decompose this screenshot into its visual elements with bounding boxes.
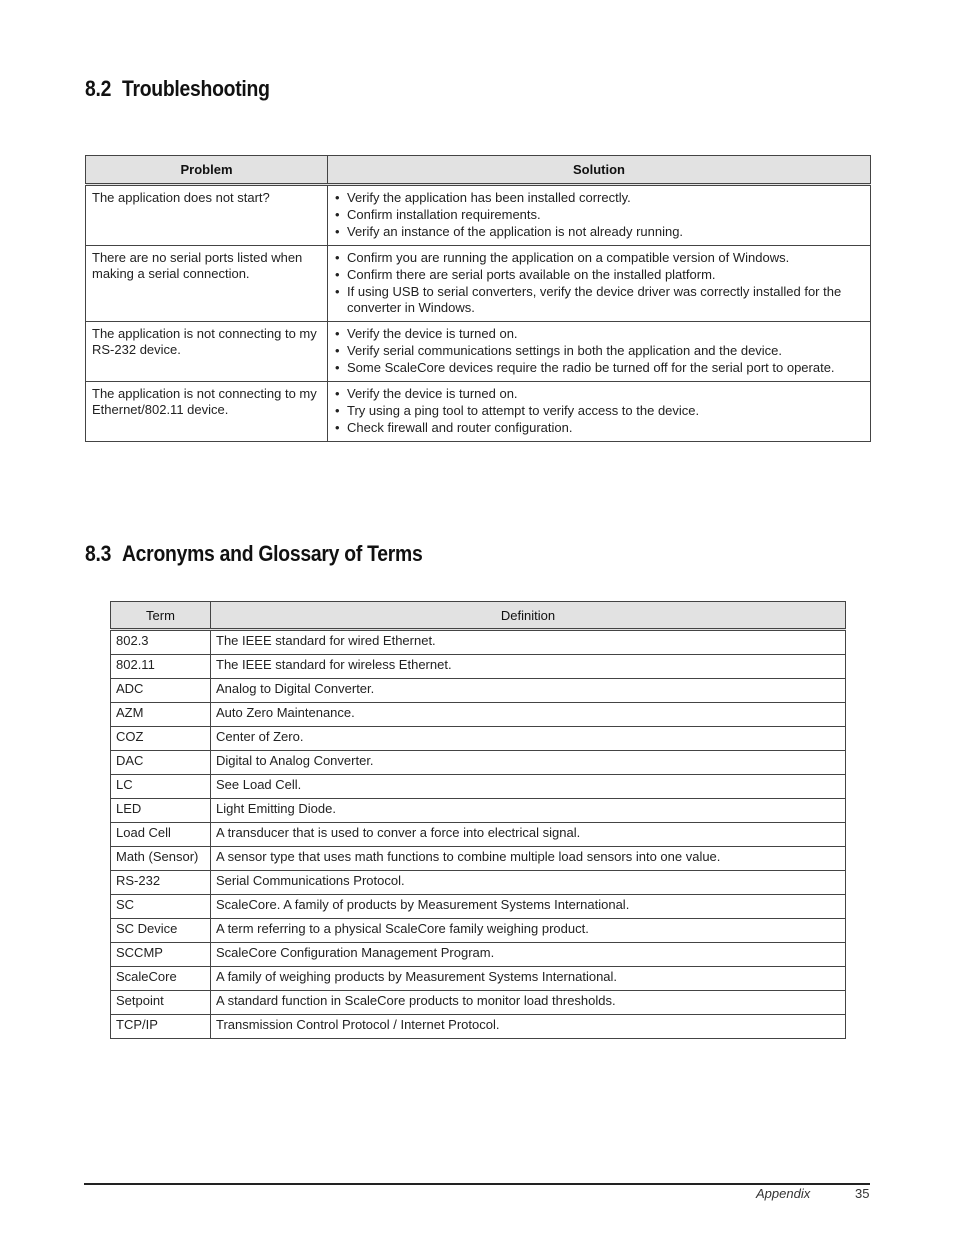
problem-cell: There are no serial ports listed when making a serial connection.: [86, 246, 328, 322]
table-row: [111, 847, 846, 871]
term-cell: LC: [111, 775, 211, 799]
solution-item: • Verify serial communications settings in both the application and the device.: [334, 343, 864, 359]
solution-cell: [328, 322, 871, 382]
table-row: [111, 1015, 846, 1039]
definition-cell: The IEEE standard for wired Ethernet.: [211, 630, 846, 655]
solution-item: • Confirm you are running the application on a compatible version of Windows.: [334, 250, 864, 266]
term-cell: Load Cell: [111, 823, 211, 847]
solution-item: • Verify the device is turned on.: [334, 326, 864, 342]
term-cell: RS-232: [111, 871, 211, 895]
table-row: [111, 751, 846, 775]
troubleshooting-table: [85, 155, 871, 442]
term-cell: Math (Sensor): [111, 847, 211, 871]
table-row: [86, 322, 871, 382]
solution-cell: [328, 382, 871, 442]
table-row: [111, 655, 846, 679]
definition-cell: A family of weighing products by Measurement Systems International.: [211, 967, 846, 991]
solution-list: [334, 386, 864, 436]
definition-cell: ScaleCore Configuration Management Program.: [211, 943, 846, 967]
term-cell: ScaleCore: [111, 967, 211, 991]
table-row: [111, 943, 846, 967]
table-header-row: [111, 602, 846, 630]
solution-item: • Check firewall and router configuration.: [334, 420, 864, 436]
solution-item: • Verify an instance of the application is not already running.: [334, 224, 864, 240]
footer-section-label: Appendix: [756, 1186, 811, 1201]
term-cell: 802.11: [111, 655, 211, 679]
problem-cell: The application is not connecting to my Ethernet/802.11 device.: [86, 382, 328, 442]
definition-cell: Digital to Analog Converter.: [211, 751, 846, 775]
solution-list: [334, 250, 864, 316]
term-cell: TCP/IP: [111, 1015, 211, 1039]
term-cell: Setpoint: [111, 991, 211, 1015]
section-title-text: Troubleshooting: [121, 76, 270, 101]
table-row: [111, 991, 846, 1015]
solution-item: • Some ScaleCore devices require the radio be turned off for the serial port to operate.: [334, 360, 864, 376]
definition-cell: A sensor type that uses math functions to combine multiple load sensors into one value.: [211, 847, 846, 871]
definition-cell: Auto Zero Maintenance.: [211, 703, 846, 727]
problem-cell: The application does not start?: [86, 185, 328, 246]
section-title-glossary: [85, 541, 422, 567]
section-number: 8.3: [85, 541, 112, 566]
column-header-solution: Solution: [328, 156, 871, 185]
solution-item: • Verify the application has been installed correctly.: [334, 190, 864, 206]
definition-cell: A term referring to a physical ScaleCore family weighing product.: [211, 919, 846, 943]
glossary-table: [110, 601, 846, 1039]
table-row: [111, 775, 846, 799]
term-cell: 802.3: [111, 630, 211, 655]
term-cell: AZM: [111, 703, 211, 727]
table-row: [111, 919, 846, 943]
term-cell: COZ: [111, 727, 211, 751]
definition-cell: Analog to Digital Converter.: [211, 679, 846, 703]
table-row: [111, 823, 846, 847]
solution-cell: [328, 185, 871, 246]
table-row: [111, 871, 846, 895]
definition-cell: Center of Zero.: [211, 727, 846, 751]
column-header-problem: Problem: [86, 156, 328, 185]
table-row: [86, 382, 871, 442]
solution-item: • Confirm there are serial ports available on the installed platform.: [334, 267, 864, 283]
term-cell: LED: [111, 799, 211, 823]
table-row: [111, 679, 846, 703]
section-title-text: Acronyms and Glossary of Terms: [121, 541, 423, 566]
term-cell: SC Device: [111, 919, 211, 943]
problem-cell: The application is not connecting to my RS-232 device.: [86, 322, 328, 382]
definition-cell: The IEEE standard for wireless Ethernet.: [211, 655, 846, 679]
section-title-troubleshooting: [85, 76, 270, 102]
definition-cell: ScaleCore. A family of products by Measurement Systems International.: [211, 895, 846, 919]
solution-cell: [328, 246, 871, 322]
table-row: [86, 246, 871, 322]
definition-cell: Light Emitting Diode.: [211, 799, 846, 823]
table-header-row: [86, 156, 871, 185]
solution-item: • Confirm installation requirements.: [334, 207, 864, 223]
definition-cell: A transducer that is used to conver a force into electrical signal.: [211, 823, 846, 847]
solution-item: • Verify the device is turned on.: [334, 386, 864, 402]
table-row: [86, 185, 871, 246]
footer-divider: [84, 1183, 870, 1185]
definition-cell: Transmission Control Protocol / Internet Protocol.: [211, 1015, 846, 1039]
table-row: [111, 895, 846, 919]
column-header-term: Term: [111, 602, 211, 630]
table-row: [111, 703, 846, 727]
table-row: [111, 967, 846, 991]
table-row: [111, 727, 846, 751]
solution-list: [334, 326, 864, 376]
term-cell: SCCMP: [111, 943, 211, 967]
definition-cell: Serial Communications Protocol.: [211, 871, 846, 895]
term-cell: SC: [111, 895, 211, 919]
solution-item: • If using USB to serial converters, verify the device driver was correctly installed for the converter in Windows.: [334, 284, 864, 316]
section-number: 8.2: [85, 76, 112, 101]
table-row: [111, 630, 846, 655]
solution-list: [334, 190, 864, 240]
column-header-definition: Definition: [211, 602, 846, 630]
solution-item: • Try using a ping tool to attempt to verify access to the device.: [334, 403, 864, 419]
definition-cell: A standard function in ScaleCore products to monitor load thresholds.: [211, 991, 846, 1015]
definition-cell: See Load Cell.: [211, 775, 846, 799]
table-row: [111, 799, 846, 823]
page-number: 35: [855, 1186, 870, 1201]
term-cell: DAC: [111, 751, 211, 775]
term-cell: ADC: [111, 679, 211, 703]
